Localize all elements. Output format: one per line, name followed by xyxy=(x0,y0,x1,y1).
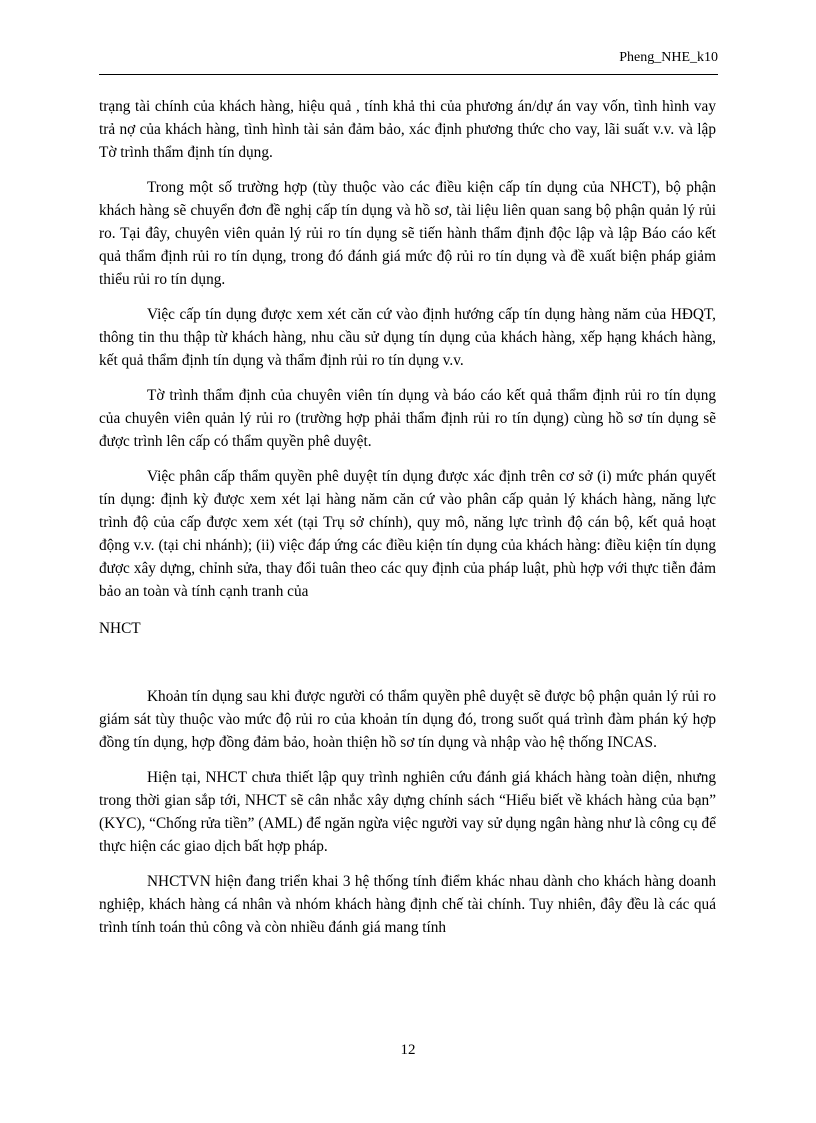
document-body xyxy=(99,95,716,939)
paragraph-credit-consideration: Việc cấp tín dụng được xem xét căn cứ vào định hướng cấp tín dụng hàng năm của HĐQT, thông tin thu thập từ khách hàng, nhu cầu sử dụng tín dụng của khách hàng, xếp hạng khách hàng, kết quả thẩm định tín dụng và thẩm định rủi ro tín dụng v.v. xyxy=(99,306,716,369)
running-header: Pheng_NHE_k10 xyxy=(619,50,718,65)
paragraph-kyc-aml: Hiện tại, NHCT chưa thiết lập quy trình nghiên cứu đánh giá khách hàng toàn diện, nhưng trong thời gian sắp tới, NHCT sẽ cân nhắc xây dựng chính sách “Hiểu biết về khách hàng của bạn” (KYC), “Chống rửa tiền” (AML) để ngăn ngừa việc người vay sử dụng ngân hàng như là công cụ để thực hiện các giao dịch bất hợp pháp. xyxy=(99,769,716,855)
paragraph-nhct-line: NHCT xyxy=(99,620,141,637)
paragraph-continuation: trạng tài chính của khách hàng, hiệu quả , tính khả thi của phương án/dự án vay vốn, tình hình vay trả nợ của khách hàng, tình hình tài sản đảm bảo, xác định phương thức cho vay, lãi suất v.v. và lập Tờ trình thẩm định tín dụng. xyxy=(99,98,716,161)
paragraph-credit-application-transfer: Trong một số trường hợp (tùy thuộc vào các điều kiện cấp tín dụng của NHCT), bộ phận khách hàng sẽ chuyển đơn đề nghị cấp tín dụng và hồ sơ, tài liệu liên quan sang bộ phận quản lý rủi ro. Tại đây, chuyên viên quản lý rủi ro tín dụng sẽ tiến hành thẩm định độc lập và lập Báo cáo kết quả thẩm định rủi ro tín dụng, trong đó đánh giá mức độ rủi ro tín dụng và đề xuất biện pháp giảm thiểu rủi ro tín dụng. xyxy=(99,179,716,288)
paragraph-approval-authority: Việc phân cấp thẩm quyền phê duyệt tín dụng được xác định trên cơ sở (i) mức phán quyết tín dụng: định kỳ được xem xét lại hàng năm căn cứ vào phân cấp quản lý khách hàng, năng lực trình độ của cấp được xem xét (tại Trụ sở chính), quy mô, năng lực trình độ cán bộ, kết quả hoạt động v.v. (tại chi nhánh); (ii) việc đáp ứng các điều kiện tín dụng của khách hàng: điều kiện tín dụng được xây dựng, chỉnh sửa, thay đổi tuân theo các quy định của pháp luật, phù hợp với thực tiễn đảm bảo an toàn và tính cạnh tranh của xyxy=(99,468,716,600)
paragraph-credit-monitoring: Khoản tín dụng sau khi được người có thẩm quyền phê duyệt sẽ được bộ phận quản lý rủi ro giám sát tùy thuộc vào mức độ rủi ro của khoản tín dụng đó, trong suốt quá trình đàm phán ký hợp đồng tín dụng, hợp đồng đảm bảo, hoàn thiện hồ sơ tín dụng và nhập vào hệ thống INCAS. xyxy=(99,688,716,751)
page-number: 12 xyxy=(400,1042,416,1058)
paragraph-scoring-systems: NHCTVN hiện đang triển khai 3 hệ thống tính điểm khác nhau dành cho khách hàng doanh nghiệp, khách hàng cá nhân và nhóm khách hàng định chế tài chính. Tuy nhiên, đây đều là các quá trình tính toán thủ công và còn nhiều đánh giá mang tính xyxy=(99,873,716,936)
paragraph-appraisal-report: Tờ trình thẩm định của chuyên viên tín dụng và báo cáo kết quả thẩm định rủi ro tín dụng của chuyên viên quản lý rủi ro (trường hợp phải thẩm định rủi ro tín dụng) cùng hồ sơ tín dụng sẽ được trình lên cấp có thẩm quyền phê duyệt. xyxy=(99,387,716,450)
header-rule xyxy=(99,74,718,75)
